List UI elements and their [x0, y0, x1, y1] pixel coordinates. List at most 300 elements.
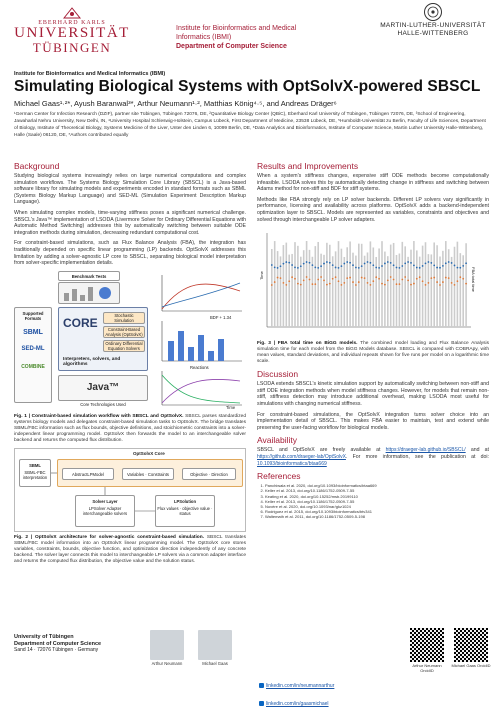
- fig3-point-cobrapy: [271, 284, 273, 286]
- figure-3: [257, 227, 489, 339]
- fba-time-chart: [257, 227, 489, 339]
- lpsolution-title: LPSolution: [173, 498, 197, 504]
- fig3-point-sbscl: [291, 264, 293, 266]
- qr-code-arthur[interactable]: [410, 628, 444, 662]
- halle-line2: HALLE-WITTENBERG: [397, 30, 469, 37]
- fig3-point-sbscl: [399, 267, 401, 269]
- fig3-point-cobrapy: [401, 279, 403, 281]
- availability-text-2: and at: [465, 447, 489, 454]
- fig3-legend-title: FBA total time: [471, 267, 476, 293]
- doi-link[interactable]: 10.1093/bioinformatics/btaa669: [257, 460, 327, 467]
- fig3-point-cobrapy: [314, 283, 316, 285]
- fig3-point-cobrapy: [317, 279, 319, 281]
- fig3-point-sbscl: [410, 262, 412, 264]
- fig3-bar: [294, 242, 296, 327]
- fig3-bar: [428, 254, 430, 327]
- fig3-point-cobrapy: [274, 281, 276, 283]
- fig3-bar: [387, 256, 389, 327]
- fig3-point-cobrapy: [283, 282, 285, 284]
- fig3-point-sbscl: [462, 265, 464, 267]
- fig3-point-sbscl: [465, 263, 467, 265]
- figure-1-caption-text: SBSCL parses standardized systems biology models and delegates constraint-based simulation tasks to OptSolvX. The bridge translates SBML/FBC information such as flux bounds, objective definitions, and stoichiometric constraints into a solver-independent linear programming model. OptSolvX then forwards the model to an interchangeable solver backend and returns the computed flux distribution.: [14, 413, 246, 443]
- background-p1: Studying biological systems increasingly relies on large numerical computations and complex simulation workflows. The Systems Biology Simulation Core Library (SBSCL) is a Java-based software library for simulating models and experiments encoded in standard formats such as SBML (Systems Biology Markup Language) and SED-ML (Simulation Experiment Description Markup Language).: [14, 173, 246, 206]
- fig3-bar: [460, 253, 462, 327]
- photo-arthur-neumann: [150, 630, 184, 660]
- halle-seal-icon: [423, 2, 443, 22]
- linkedin-links: [259, 674, 334, 707]
- output-plots: [154, 271, 246, 411]
- fig3-point-cobrapy: [378, 278, 380, 280]
- fig3-point-cobrapy: [430, 277, 432, 279]
- fig3-point-cobrapy: [277, 277, 279, 279]
- background-p2: When simulating complex models, time-varying stiffness poses a significant numerical challenge. SBSCL's Java™ implementation of LSODA (Livermore Solver for Ordinary Differential Equations with Automatic Method Switching) addresses this by automatically switching between suitable ODE integration methods during simulation, decreasing redundant computational cost.: [14, 209, 246, 236]
- fig3-bar: [364, 256, 366, 327]
- fig3-point-sbscl: [442, 265, 444, 267]
- fig3-point-sbscl: [314, 267, 316, 269]
- core-label: CORE: [63, 315, 98, 330]
- tuebingen-line3: TÜBINGEN: [32, 40, 112, 55]
- fig3-point-cobrapy: [454, 284, 456, 286]
- sedml-logo: SED-ML: [21, 345, 45, 352]
- fig3-bar: [448, 249, 450, 327]
- fig3-point-cobrapy: [393, 279, 395, 281]
- fig3-bar: [338, 241, 340, 327]
- photo-michael-gaas: [198, 630, 232, 660]
- fig3-bar: [283, 245, 285, 327]
- core-box: [58, 307, 148, 371]
- fig3-point-cobrapy: [341, 284, 343, 286]
- figure-1-caption-title: Fig. 1 | Constraint-based simulation workflow with SBSCL and OptSolvX.: [14, 413, 184, 419]
- fig3-point-cobrapy: [329, 283, 331, 285]
- fig3-point-sbscl: [413, 265, 415, 267]
- fig3-point-sbscl: [396, 267, 398, 269]
- qr-caption-michael: Michael Gaas OrcidID: [451, 663, 491, 668]
- fig3-point-sbscl: [346, 261, 348, 263]
- fig3-point-cobrapy: [459, 276, 461, 278]
- fig3-point-cobrapy: [387, 280, 389, 282]
- sbml-logo: SBML: [23, 328, 43, 336]
- fig3-bar: [454, 247, 456, 327]
- fig3-bar: [332, 256, 334, 327]
- fig3-bar: [442, 251, 444, 327]
- fig3-point-cobrapy: [404, 276, 406, 278]
- fig3-point-cobrapy: [297, 283, 299, 285]
- fig3-point-sbscl: [404, 263, 406, 265]
- reference-item: 3. Keating et al. 2020, doi.org/10.15252/msb.20199110: [265, 494, 489, 499]
- fig3-point-cobrapy: [433, 277, 435, 279]
- footer-street: Sand 14 · 72076 Tübingen · Germany: [14, 647, 99, 653]
- fig3-bar: [445, 241, 447, 327]
- reference-item: 7. Waltemath et al. 2011, doi.org/10.1186/1752-0509-5-198: [265, 514, 489, 519]
- fig3-point-cobrapy: [320, 276, 322, 278]
- fig3-point-sbscl: [317, 267, 319, 269]
- tuebingen-line1: EBERHARD KARLS: [38, 20, 106, 26]
- stochastic-sim-box: Stochastic Simulation: [103, 312, 145, 324]
- poster-title: Simulating Biological Systems with OptSolvX-powered SBSCL: [14, 78, 481, 95]
- fig3-bar: [465, 243, 467, 327]
- fig3-point-sbscl: [309, 262, 311, 264]
- availability-text-1: SBSCL and OptSolvX are freely available at: [257, 447, 386, 454]
- fig3-bar: [317, 242, 319, 327]
- supported-formats-box: [14, 307, 52, 403]
- core-tech-label: Core Technologies Used: [80, 401, 126, 407]
- fig3-point-sbscl: [428, 261, 430, 263]
- photo-caption-1: Arthur Neumann: [151, 661, 183, 666]
- fig3-bar: [288, 255, 290, 327]
- fig3-point-cobrapy: [291, 276, 293, 278]
- references-heading: References: [257, 471, 301, 482]
- fig3-point-sbscl: [280, 266, 282, 268]
- fig3-point-cobrapy: [326, 284, 328, 286]
- fig3-point-cobrapy: [419, 276, 421, 278]
- discussion-p2: For constraint-based simulations, the OptSolvX integration turns solver choice into an implementation detail of SBSCL. This makes FBA easier to maintain, test and extend while preserving the user-facing workflow for biological models.: [257, 411, 489, 431]
- reference-item: 2. Keller et al. 2013, doi.org/10.1186/1752-0509-7-55: [265, 488, 489, 493]
- optsolvx-core-label: OptSolvX Core: [133, 450, 165, 456]
- linkedin-icon: [259, 683, 264, 688]
- fig3-point-cobrapy: [303, 280, 305, 282]
- ibmi-label: [176, 24, 326, 51]
- discussion-p1: LSODA extends SBSCL's kinetic simulation support by automatically switching between non-stiff and stiff ODE integration methods when model stiffness changes. However, for models that remain non-stiff, stiffness detection may introduce additional overhead, making LSODA most useful for simulations with changing numerical stiffness.: [257, 381, 489, 407]
- fig3-point-sbscl: [274, 267, 276, 269]
- fig3-point-cobrapy: [375, 276, 377, 278]
- poster-header: [0, 0, 500, 58]
- fig3-point-sbscl: [271, 264, 273, 266]
- lpsolution-sub: Flux values · objective value · status: [157, 505, 213, 516]
- figure-3-caption: [257, 341, 489, 365]
- fig3-point-sbscl: [433, 265, 435, 267]
- fig3-point-cobrapy: [312, 283, 314, 285]
- fig3-point-sbscl: [338, 267, 340, 269]
- fig3-point-sbscl: [358, 267, 360, 269]
- fig3-point-cobrapy: [428, 282, 430, 284]
- objective-direction: Objective · Direction: [182, 468, 236, 480]
- linkedin-link-michael[interactable]: linkedin.com/in/gaasmichael: [266, 701, 329, 707]
- fig3-bar: [457, 242, 459, 327]
- results-p2: Methods like FBA strongly rely on LP solver backends. Different LP solvers vary significantly in performance, licensing and availability across platforms. OptSolvX adds a backend-independent optimization layer to SBSCL. Models are represented as variables, constraints and objectives and solved through interchangeable LP solver adapters.: [257, 196, 489, 223]
- discussion-heading: Discussion: [257, 369, 299, 380]
- figure-3-caption-title: Fig. 3 | FBA total time on BiGG models.: [257, 341, 358, 347]
- fig3-point-cobrapy: [338, 280, 340, 282]
- variables-constraints: Variables · Constraints: [122, 468, 174, 480]
- fig3-point-sbscl: [283, 263, 285, 265]
- fig3-point-cobrapy: [465, 283, 467, 285]
- fig3-bar: [355, 256, 357, 327]
- fig3-point-cobrapy: [457, 280, 459, 282]
- fig3-bar: [390, 245, 392, 327]
- fig3-point-sbscl: [335, 267, 337, 269]
- fig3-point-sbscl: [352, 264, 354, 266]
- background-p3: For constraint-based simulations, such as Flux Balance Analysis (FBA), the integration has traditionally depended on specific linear programming (LP) backends. OptSolvX addresses this limitation by adding a solver-agnostic LP core to SBSCL, separating biological model interpretation from solver-specific implementation details.: [14, 240, 246, 267]
- fig3-point-sbscl: [364, 263, 366, 265]
- supported-formats-label: Supported Formats: [22, 310, 44, 321]
- sbscl-link[interactable]: https://draeger-lab.github.io/SBSCL/: [385, 447, 466, 454]
- fig3-bar: [373, 248, 375, 328]
- fig3-point-cobrapy: [442, 281, 444, 283]
- footer-address: [14, 634, 101, 654]
- linkedin-icon: [259, 701, 264, 706]
- figure-3-caption-text: The combined model loading and Flux Balance Analysis simulation time for each model from the BiGG Models database. SBSCL is compared with COBRApy, with mean values, standard deviations, and individual repeats shown for five runs per model on a logarithmic time scale.: [257, 341, 489, 365]
- fig3-point-sbscl: [367, 261, 369, 263]
- ibmi-line1: Institute for Bioinformatics and Medical: [176, 25, 297, 32]
- benchmark-chart-icon: [59, 283, 119, 303]
- fig3-point-sbscl: [372, 265, 374, 267]
- fig3-point-sbscl: [312, 264, 314, 266]
- fig3-bar: [431, 255, 433, 328]
- ode-box: Ordinary Differential Equation Solvers: [103, 340, 145, 352]
- fig3-point-sbscl: [306, 261, 308, 263]
- fig3-point-cobrapy: [358, 281, 360, 283]
- fig3-point-sbscl: [297, 267, 299, 269]
- fig3-bar: [320, 254, 322, 327]
- fig3-bar: [361, 244, 363, 327]
- fig3-point-cobrapy: [367, 282, 369, 284]
- institute-label: Institute for Bioinformatics and Medical Informatics (IBMI): [14, 71, 166, 77]
- fig3-point-sbscl: [320, 265, 322, 267]
- availability-text-3: . For more information, see the publication at doi:: [345, 453, 489, 460]
- fig3-point-cobrapy: [346, 277, 348, 279]
- photo-caption-2: Michael Gaas: [202, 661, 228, 666]
- fig3-point-cobrapy: [288, 280, 290, 282]
- linkedin-link-arthur[interactable]: linkedin.com/in/neumannarthur: [266, 683, 335, 689]
- fig3-bar: [422, 246, 424, 327]
- fig3-point-cobrapy: [425, 284, 427, 286]
- fig3-ylabel: Time: [258, 271, 264, 281]
- footer-department: Department of Computer Science: [14, 640, 102, 647]
- fig3-point-sbscl: [439, 267, 441, 269]
- fig3-point-cobrapy: [364, 277, 366, 279]
- fig3-bar: [410, 250, 412, 327]
- fig3-bar: [416, 251, 418, 328]
- fig3-point-cobrapy: [416, 278, 418, 280]
- fig3-bar: [436, 245, 438, 327]
- solver-layer-sub: LPSolver Adapter interchangeable solvers: [82, 505, 128, 516]
- fig3-point-cobrapy: [335, 276, 337, 278]
- figure-2-caption: [14, 535, 246, 565]
- fig3-point-sbscl: [419, 267, 421, 269]
- right-column: [257, 161, 489, 520]
- reference-item: 5. Novère et al. 2020, doi.org/10.1093/nar/gkz1024: [265, 504, 489, 509]
- reactions-label: Reactions: [190, 364, 209, 370]
- fig3-point-sbscl: [451, 262, 453, 264]
- availability-text: [257, 447, 489, 467]
- fba-box: Constraint-Based Analysis (OptSolvX): [103, 326, 145, 338]
- fig3-point-sbscl: [416, 267, 418, 269]
- figure-2-caption-text: SBSCL translates SBML/FBC model information into an OptSolvX linear programming model. The OptSolvX core stores variables, constraints, bounds, objective function, and optimization direction independently of any concrete backend. The solver layer connects this model to interchangeable LP solvers via a common adapter interface and returns the computed flux distribution, the objective value and the solution status.: [14, 534, 246, 564]
- fig3-point-sbscl: [277, 267, 279, 269]
- fig3-point-sbscl: [384, 263, 386, 265]
- halle-line1: MARTIN-LUTHER-UNIVERSITÄT: [380, 22, 486, 29]
- fig3-point-sbscl: [448, 261, 450, 263]
- fig3-point-sbscl: [343, 263, 345, 265]
- java-label: Java™: [86, 381, 120, 393]
- fig3-point-sbscl: [378, 267, 380, 269]
- fig3-bar: [312, 257, 314, 327]
- fig3-bar: [271, 249, 273, 327]
- fig3-point-cobrapy: [300, 284, 302, 286]
- fig3-point-cobrapy: [451, 282, 453, 284]
- ibmi-line2: Informatics (IBMI): [176, 34, 232, 41]
- fig3-bar: [346, 247, 348, 327]
- fig3-bar: [274, 241, 276, 327]
- fig3-point-cobrapy: [349, 277, 351, 279]
- fig3-point-cobrapy: [332, 278, 334, 280]
- fig3-bar: [329, 245, 331, 327]
- fig3-bar: [367, 253, 369, 328]
- fig3-bar: [393, 243, 395, 327]
- fig3-bar: [399, 254, 401, 327]
- reference-item: 6. Rodriguez et al. 2015, doi.org/10.1093/bioinformatics/btv341: [265, 509, 489, 514]
- tuebingen-line2: UNIVERSITÄT: [14, 25, 130, 41]
- fig3-point-sbscl: [457, 267, 459, 269]
- fig3-bar: [451, 257, 453, 327]
- fig3-point-cobrapy: [309, 279, 311, 281]
- fig3-point-sbscl: [341, 265, 343, 267]
- fig3-bar: [378, 249, 380, 328]
- references-list: [257, 483, 489, 519]
- figure-2-caption-title: Fig. 2 | OptSolvX architecture for solver-agnostic constraint-based simulation.: [14, 534, 204, 540]
- fig3-bar: [341, 249, 343, 327]
- fig3-point-sbscl: [332, 264, 334, 266]
- halle-logo: [370, 2, 496, 56]
- fig3-point-sbscl: [454, 265, 456, 267]
- fig3-bar: [323, 255, 325, 327]
- fig3-point-sbscl: [355, 267, 357, 269]
- fig3-point-sbscl: [361, 265, 363, 267]
- fig3-bar: [297, 246, 299, 327]
- fig3-point-cobrapy: [294, 278, 296, 280]
- fig3-point-cobrapy: [355, 284, 357, 286]
- fig3-point-cobrapy: [462, 278, 464, 280]
- fig3-bar: [396, 255, 398, 327]
- results-p1: When a system's stiffness changes, expensive stiff ODE methods become computationally infeasible. LSODA solves this by automatically detecting change in stiffness and switching between Adams method for non-stiff and BDF for stiff systems.: [257, 173, 489, 193]
- fig3-point-cobrapy: [448, 277, 450, 279]
- fig3-point-sbscl: [349, 262, 351, 264]
- authors: Michael Gaas¹·²*, Ayush Baranwal³*, Arthur Neumann¹·², Matthias König⁴·⁵, and Andreas Dräger⁶: [14, 99, 337, 108]
- fig3-point-sbscl: [393, 265, 395, 267]
- fig3-point-sbscl: [329, 262, 331, 264]
- fig3-point-sbscl: [445, 263, 447, 265]
- fig3-bar: [309, 250, 311, 327]
- fig3-point-sbscl: [288, 262, 290, 264]
- fig3-point-sbscl: [323, 263, 325, 265]
- fig3-bar: [358, 244, 360, 327]
- java-box: [58, 375, 148, 401]
- fig3-point-cobrapy: [285, 284, 287, 286]
- fig3-point-cobrapy: [280, 277, 282, 279]
- fig3-point-sbscl: [294, 267, 296, 269]
- fig3-point-sbscl: [459, 267, 461, 269]
- results-heading: Results and Improvements: [257, 161, 359, 171]
- fig3-point-cobrapy: [384, 284, 386, 286]
- fig3-point-cobrapy: [407, 280, 409, 282]
- fig3-point-sbscl: [381, 265, 383, 267]
- fig3-bar: [349, 242, 351, 328]
- optsolvx-link[interactable]: https://github.com/draeger-lab/OptSolvX: [257, 453, 346, 460]
- fig3-point-sbscl: [407, 261, 409, 263]
- fig3-bar: [404, 246, 406, 327]
- reference-item: 1. Panchiwala et al. 2020, doi.org/10.1093/bioinformatics/btaa669: [265, 483, 489, 488]
- fig3-point-sbscl: [401, 265, 403, 267]
- benchmark-tests-box: Benchmark Tests: [58, 271, 120, 281]
- sbml-fbc-title: SBML: [29, 462, 41, 468]
- fig3-bar: [306, 241, 308, 327]
- fig3-point-sbscl: [370, 262, 372, 264]
- time-label: Time: [226, 404, 236, 410]
- fig3-bar: [315, 246, 317, 327]
- combine-logo: COMBINE: [21, 363, 45, 370]
- interpreters-label: Interpreters, solvers, and algorithms: [63, 356, 121, 367]
- fig3-point-cobrapy: [439, 284, 441, 286]
- fig3-bar: [433, 243, 435, 328]
- left-column: [14, 161, 246, 569]
- figure-1-caption: [14, 414, 246, 444]
- solver-layer-title: Solver Layer: [92, 498, 118, 504]
- fig3-point-cobrapy: [343, 282, 345, 284]
- fig3-bar: [277, 251, 279, 327]
- benchmark-chart-box: [58, 282, 120, 304]
- fig3-point-cobrapy: [396, 283, 398, 285]
- ibmi-dept: Department of Computer Science: [176, 43, 287, 50]
- footer-university: University of Tübingen: [14, 634, 74, 640]
- fig3-point-sbscl: [387, 261, 389, 263]
- fig3-point-cobrapy: [390, 276, 392, 278]
- fig3-point-cobrapy: [410, 284, 412, 286]
- affiliations: ¹German Center for Infection Research (DZIF), partner site Tübingen, Tübingen 72076, DE, ²Quantitative Biology Center (QBiC), Eberhard Karl University of Tübingen, Tübingen 72076, DE, ³School of Engineering, Jawaharlal Nehru University, New Delhi, IN, ⁴University Hospital Schleswig-Holstein, Campus Lübeck, First Department of Medicine, 23538 Lübeck, DE, ⁵Humboldt-Universität zu Berlin, Faculty of Life Sciences, Department of Biology, Institute of Theoretical Biology, Systems Medicine of the Liver, Unter den Linden 6, 10099 Berlin, DE, ⁶Data Analytics and Bioinformatics, Institute of Computer Science, Martin Luther University Halle-Wittenberg, Halle (Saale) 06120, DE, *Authors contributed equally: [14, 112, 486, 138]
- fig3-point-cobrapy: [413, 283, 415, 285]
- fig3-bar: [303, 250, 305, 327]
- fig3-point-sbscl: [436, 267, 438, 269]
- abstract-lp-model: AbstractLPModel: [62, 468, 114, 480]
- reference-item: 4. Keller et al. 2013, doi.org/10.1186/1752-0509-7-55: [265, 499, 489, 504]
- background-heading: Background: [14, 161, 60, 171]
- fig3-bar: [402, 242, 404, 327]
- fig3-point-sbscl: [300, 265, 302, 267]
- fig3-point-sbscl: [285, 261, 287, 263]
- fig3-point-sbscl: [390, 262, 392, 264]
- fig3-point-cobrapy: [422, 280, 424, 282]
- fig3-bar: [335, 252, 337, 328]
- tuebingen-seal-icon: [62, 6, 82, 20]
- fig3-point-cobrapy: [323, 280, 325, 282]
- fig3-point-cobrapy: [436, 281, 438, 283]
- fig3-point-cobrapy: [372, 280, 374, 282]
- tuebingen-logo: [6, 6, 138, 54]
- fig3-bar: [344, 257, 346, 327]
- fig3-bar: [352, 253, 354, 327]
- figure-2: [14, 448, 246, 532]
- fig3-point-cobrapy: [381, 283, 383, 285]
- fig3-point-cobrapy: [306, 276, 308, 278]
- time-bdf-label: BDF + 1.34: [210, 314, 232, 320]
- fig3-point-sbscl: [303, 263, 305, 265]
- figure-2-arrows: [15, 449, 247, 533]
- fig3-bar: [407, 257, 409, 327]
- qr-code-michael[interactable]: [454, 628, 488, 662]
- fig3-point-sbscl: [430, 262, 432, 264]
- fig3-point-sbscl: [375, 267, 377, 269]
- fig3-point-sbscl: [326, 261, 328, 263]
- fig3-point-sbscl: [422, 265, 424, 267]
- fig3-bar: [300, 257, 302, 327]
- fig3-point-sbscl: [425, 263, 427, 265]
- fig3-point-cobrapy: [352, 281, 354, 283]
- availability-heading: Availability: [257, 435, 298, 446]
- sbml-fbc-sub: SBML-FBC interpretation: [22, 469, 48, 480]
- fig3-point-cobrapy: [445, 277, 447, 279]
- figure-1: [14, 271, 246, 411]
- fig3-point-cobrapy: [399, 283, 401, 285]
- fig3-point-cobrapy: [361, 277, 363, 279]
